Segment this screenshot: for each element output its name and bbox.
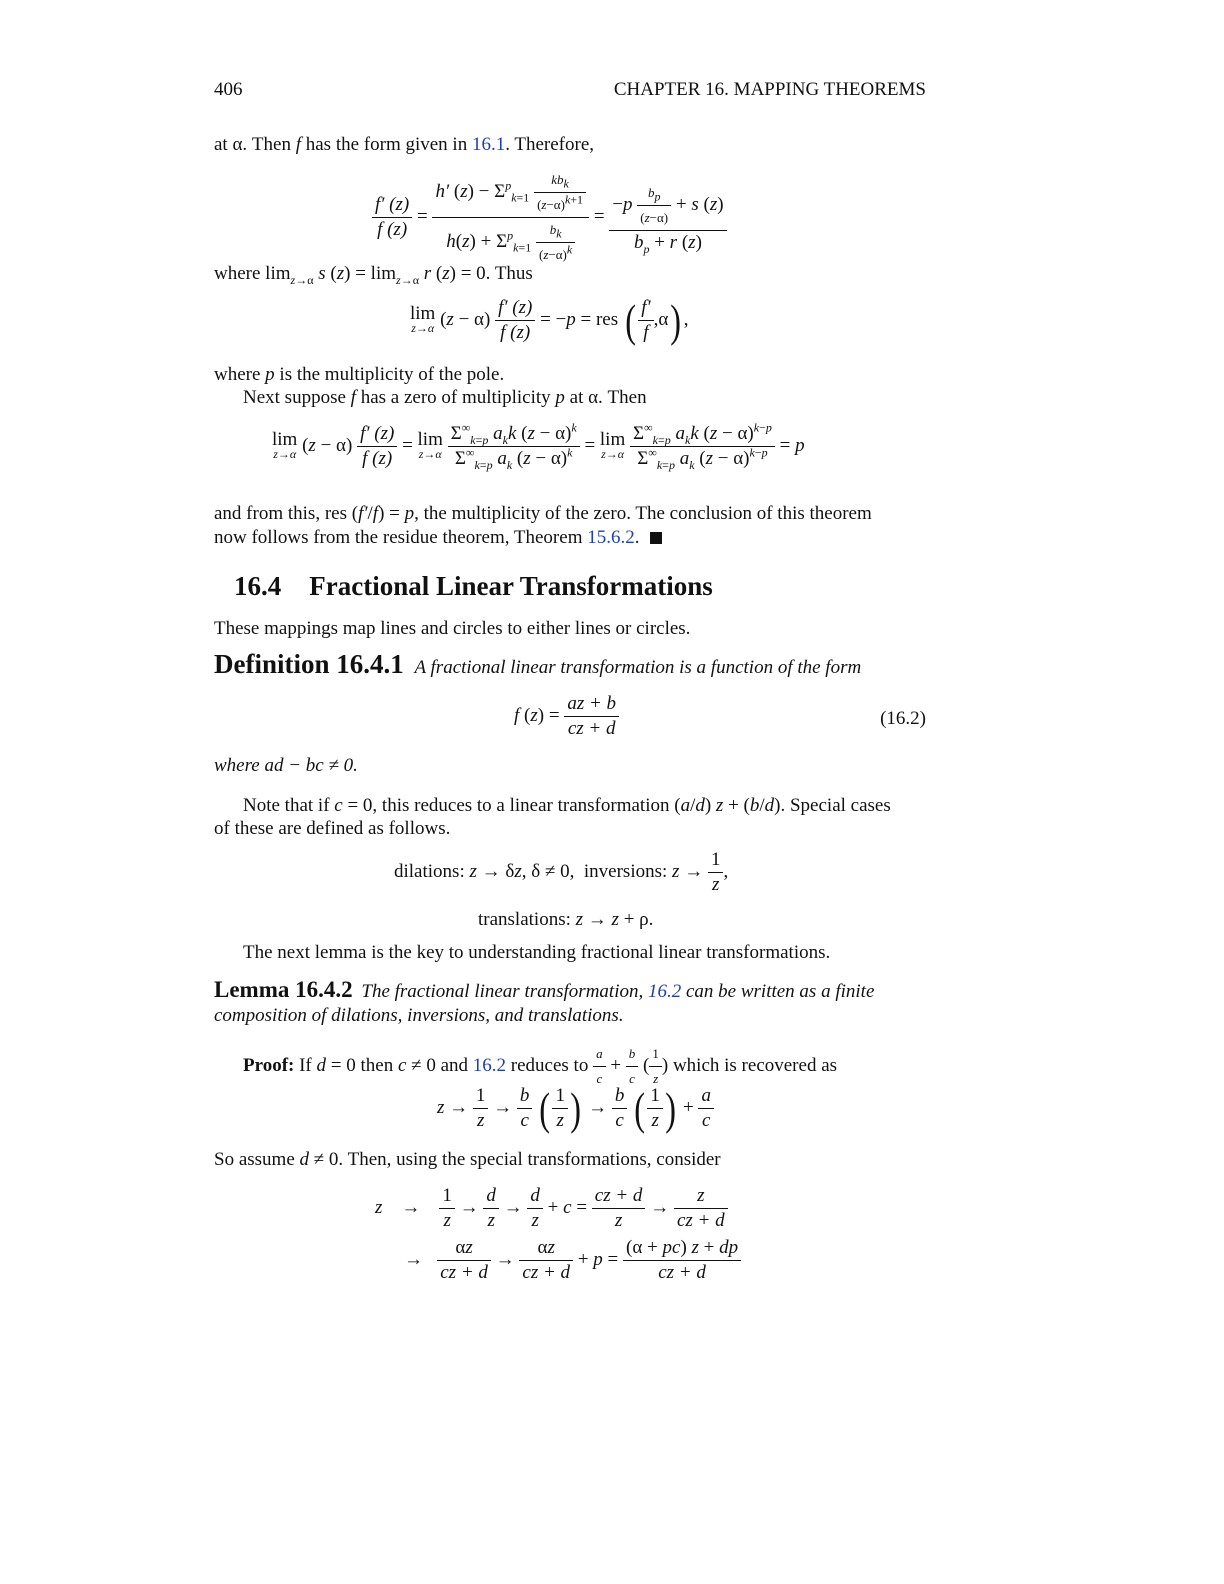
special-cases-line-1: dilations: z → δz, δ ≠ 0, inversions: z → $\frac{1}{z}$ ,: [394, 849, 729, 895]
note-line-2: of these are defined as follows.: [214, 818, 451, 839]
multiplicity-pole-line: where p is the multiplicity of the pole.: [214, 364, 505, 385]
lemma-label: Lemma 16.4.2: [214, 977, 353, 1002]
proof-line: Proof: If d = 0 then c ≠ 0 and 16.2 reduces to $\frac{a}{c}$ + $\frac{b}{c}$ ( $\frac{1}{z}$ ) which is recovered as: [243, 1042, 837, 1091]
page-number: 406: [214, 79, 243, 100]
conclusion-line-2: now follows from the residue theorem, Theorem 15.6.2.: [214, 526, 662, 550]
equation-residue-pole: lim z→α (z − α) $\frac{f' (z)}{f (z)}$ = −p = res ( $\frac{f'}{f}$ ,α) ,: [410, 294, 689, 346]
equation-residue-zero: lim z→α (z − α) $\frac{f' (z)}{f (z)}$ = lim z→α $\frac{\Sigma^\infty_{k=p} a_kk (z - \alpha)^k}{\Sigma^\infty_{k=p} a_k (z - \alpha)^k}$ = lim z→α $\frac{\Sigma^\infty_{k=p} a_kk (z - \alpha)^{k-p}}{\Sigma^\infty_{k=p} a_k (z - \alpha)^{k-p}}$ = p: [272, 420, 805, 472]
ref-link-theorem[interactable]: 15.6.2: [587, 527, 635, 548]
conclusion-line-1: and from this, res (f′/f) = p, the multiplicity of the zero. The conclusion of this theorem: [214, 503, 872, 524]
paragraph-intro: at α. Then f has the form given in 16.1. Therefore,: [214, 134, 595, 155]
equation-log-derivative: $\frac{f' (z)}{f (z)}$ = h′ $(z) - \Sigma^p_{k=1}$ $\frac{kb_k}{(z-\alpha)^{k+1}}$ $h(z) + \Sigma^p_{k=1}$ $\frac{b_k}{(z-\alpha)^k}$ = −p $\frac{b_p}{(z-\alpha)}$ + s (z) $b_p + r$ (z): [372, 168, 727, 267]
where-lim-line: where $\lim_{z\to\alpha} s$ $(z) = \lim_{z\to\alpha} r$ (z) = 0. Thus: [214, 263, 533, 287]
chapter-header: CHAPTER 16. MAPPING THEOREMS: [613, 79, 926, 100]
definition-condition: where ad − bc ≠ 0.: [214, 755, 358, 776]
note-line-1: Note that if c = 0, this reduces to a linear transformation (a/d) z + (b/d). Special cases: [243, 795, 891, 816]
proof-label: Proof:: [243, 1054, 295, 1076]
equation-number: (16.2): [880, 708, 926, 729]
definition-label: Definition 16.4.1: [214, 649, 404, 679]
next-lemma-line: The next lemma is the key to understanding fractional linear transformations.: [243, 942, 831, 963]
equation-16-2: f (z) = $\frac{az + b}{cz + d}$: [514, 692, 619, 741]
lemma-line-1: Lemma 16.4.2 The fractional linear transformation, 16.2 can be written as a finite: [214, 977, 875, 1002]
special-cases-line-2: translations: z → z + ρ.: [478, 909, 654, 930]
section-intro: These mappings map lines and circles to either lines or circles.: [214, 618, 691, 639]
lemma-line-2: composition of dilations, inversions, and translations.: [214, 1005, 624, 1026]
ref-link-proof-eq[interactable]: 16.2: [472, 1054, 507, 1076]
qed-square: [650, 532, 662, 544]
next-suppose-line: Next suppose f has a zero of multiplicity p at α. Then: [243, 387, 647, 408]
equation-chain-d-row-1: z → $\frac{1}{z}$ → $\frac{d}{z}$ → $\frac{d}{z}$ + c = $\frac{cz + d}{z}$ → $\frac{z}{cz + d}$: [375, 1184, 728, 1233]
ref-link-lemma-eq[interactable]: 16.2: [647, 981, 682, 1002]
assume-line: So assume d ≠ 0. Then, using the special transformations, consider: [214, 1149, 721, 1170]
ref-link-16-1[interactable]: 16.1: [471, 134, 506, 155]
equation-chain-c: z → $\frac{1}{z}$ → $\frac{b}{c}$ ( $\frac{1}{z}$ ) → $\frac{b}{c}$ ( $\frac{1}{z}$ ) + $\frac{a}{c}$: [437, 1084, 714, 1133]
equation-chain-d-row-2: → $\frac{\alpha z}{cz + d}$ → $\frac{\alpha z}{cz + d}$ + p = $\frac{(\alpha + pc) z + dp}{cz + d}$: [404, 1236, 741, 1285]
section-heading: 16.4 Fractional Linear Transformations: [234, 571, 713, 601]
definition-block: Definition 16.4.1 A fractional linear transformation is a function of the form: [214, 649, 862, 679]
